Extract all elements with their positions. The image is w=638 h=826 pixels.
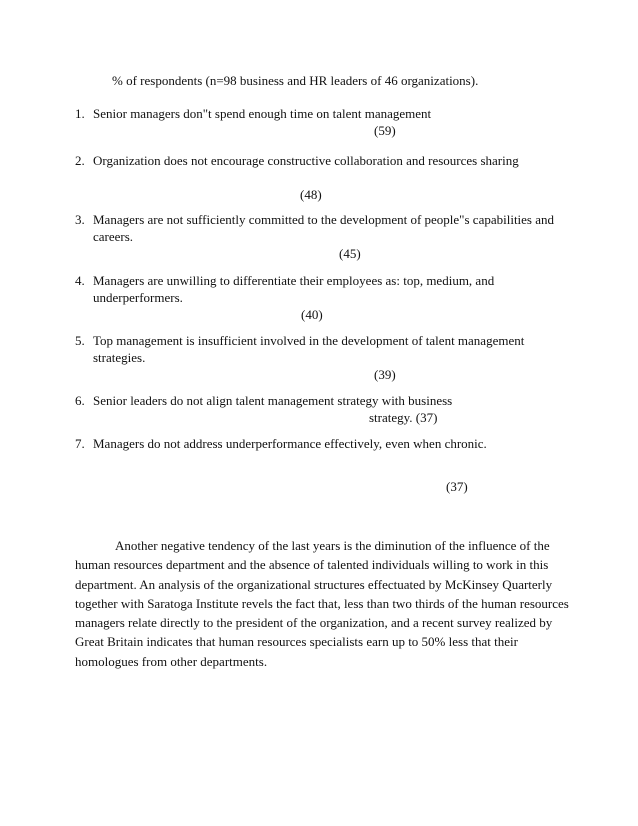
item-number: 7. (75, 436, 85, 451)
item-text: Managers are unwilling to differentiate their employees as: top, medium, and underperformers. (93, 273, 495, 305)
body-paragraph (75, 536, 575, 671)
item-text: Top management is insufficient involved in the development of talent management strategies. (93, 333, 525, 365)
item-value: (59) (374, 123, 396, 138)
item-number: 6. (75, 393, 85, 408)
item-text: Managers do not address underperformance effectively, even when chronic. (93, 436, 487, 451)
item-value: (45) (339, 246, 361, 261)
item-text: Senior leaders do not align talent management strategy with business (93, 393, 453, 408)
paragraph-text: Another negative tendency of the last years is the diminution of the influence of the human resources department and the absence of talented individuals willing to work in this department. An analysis of the organizational structures effectuated by McKinsey Quarterly together with Saratoga Institute revels the fact that, less than two thirds of the human resources managers relate directly to the president of the organization, and a recent survey realized by Great Britain indicates that human resources specialists earn up to 50% less that their homologues from other departments. (75, 538, 569, 669)
item-text: Senior managers don"t spend enough time on talent management (93, 106, 432, 121)
item-value: (40) (301, 307, 323, 322)
item-number: 4. (75, 273, 85, 288)
item-value: (39) (374, 367, 396, 382)
item-value: strategy. (37) (369, 410, 438, 425)
item-number: 3. (75, 212, 85, 227)
item-number: 1. (75, 106, 85, 121)
item-number: 2. (75, 153, 85, 168)
survey-caption: % of respondents (n=98 business and HR leaders of 46 organizations). (112, 73, 479, 88)
item-number: 5. (75, 333, 85, 348)
item-text: Managers are not sufficiently committed to the development of people"s capabilities and careers. (93, 212, 555, 244)
item-text: Organization does not encourage constructive collaboration and resources sharing (93, 153, 519, 168)
item-value: (48) (300, 187, 322, 202)
item-value: (37) (446, 479, 468, 494)
